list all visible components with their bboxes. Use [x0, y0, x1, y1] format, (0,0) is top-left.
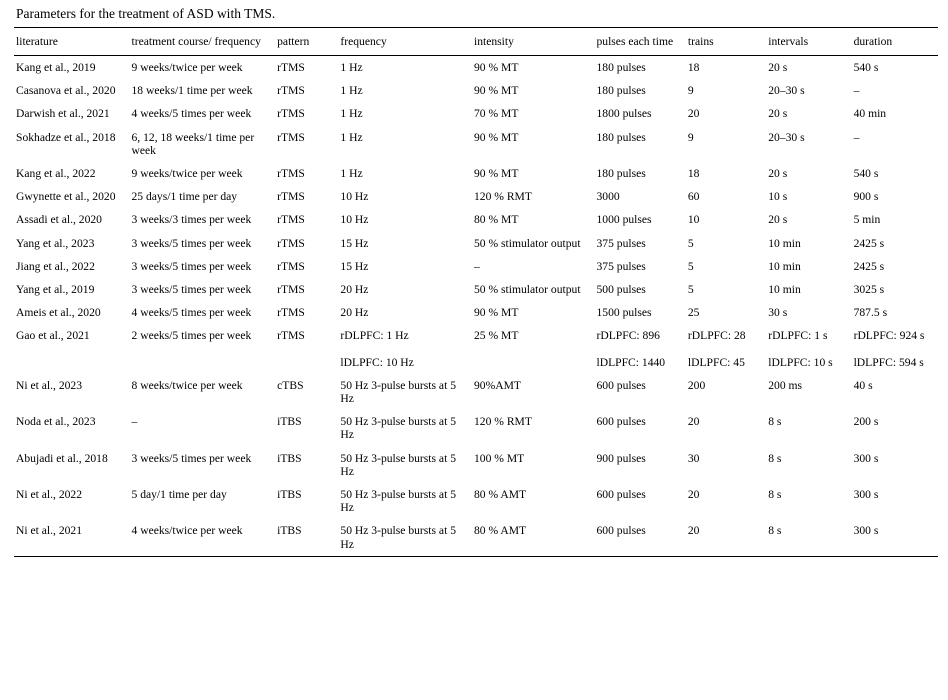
cell-frequency: 50 Hz 3-pulse bursts at 5 Hz	[338, 519, 472, 556]
cell-intervals: 10 min	[768, 283, 801, 297]
cell-trains: 30	[687, 451, 700, 465]
cell-intervals	[766, 324, 851, 373]
cell-duration: 300 s	[853, 451, 879, 465]
table-body	[14, 56, 938, 557]
cell-intensity: 100 % MT	[473, 451, 525, 465]
cell-literature: Abujadi et al., 2018	[16, 451, 108, 465]
cell-literature: Ameis et al., 2020	[16, 306, 101, 320]
cell-trains: 9	[687, 130, 694, 144]
cell-frequency: 20 Hz	[340, 306, 369, 320]
cell-course: 4 weeks/twice per week	[130, 519, 276, 556]
cell-duration: 787.5 s	[853, 306, 888, 320]
cell-intervals: 200 ms	[768, 378, 803, 392]
cell-course: 25 days/1 time per day	[131, 190, 238, 204]
table-row	[14, 483, 938, 519]
cell-intensity: 90 % MT	[473, 306, 519, 320]
cell-frequency: 10 Hz	[340, 190, 369, 204]
cell-literature: Kang et al., 2019	[14, 56, 130, 80]
cell-pulses: 180 pulses	[596, 130, 646, 144]
cell-frequency	[338, 324, 472, 373]
table-row	[14, 519, 938, 556]
table-row	[14, 162, 938, 185]
cell-course: 4 weeks/5 times per week	[131, 107, 252, 121]
cell-duration: –	[853, 130, 860, 144]
cell-pattern: rTMS	[277, 306, 305, 320]
cell-frequency: 1 Hz	[340, 130, 363, 144]
cell-intervals: 8 s	[768, 451, 782, 465]
cell-intervals: 10 min	[768, 236, 801, 250]
cell-trains: 18	[686, 56, 766, 80]
cell-course: 8 weeks/twice per week	[131, 378, 243, 392]
column-header-pattern: pattern	[275, 28, 338, 56]
cell-pulses	[594, 324, 685, 373]
cell-literature: Kang et al., 2022	[16, 167, 96, 181]
cell-course: 3 weeks/5 times per week	[131, 236, 252, 250]
cell-course: 6, 12, 18 weeks/1 time per week	[131, 130, 255, 157]
cell-literature: Yang et al., 2023	[16, 236, 95, 250]
cell-course: 3 weeks/5 times per week	[131, 283, 252, 297]
cell-trains: 200	[687, 378, 706, 392]
cell-course: 9 weeks/twice per week	[131, 167, 243, 181]
cell-duration: 900 s	[853, 190, 879, 204]
table-row	[14, 208, 938, 231]
cell-duration	[852, 324, 938, 373]
cell-pattern: rTMS	[277, 283, 305, 297]
cell-intervals-right: rDLPFC: 1 s	[768, 329, 828, 343]
column-header-duration: duration	[852, 28, 938, 56]
cell-frequency-right: rDLPFC: 1 Hz	[340, 329, 409, 343]
cell-pulses-right: rDLPFC: 896	[596, 329, 660, 343]
cell-intervals: 8 s	[768, 488, 782, 502]
cell-course: 18 weeks/1 time per week	[131, 84, 253, 98]
cell-intervals: 20 s	[766, 56, 851, 80]
table-row	[14, 410, 938, 446]
cell-trains: 60	[687, 190, 700, 204]
cell-intervals: 8 s	[768, 415, 782, 429]
cell-pattern: rTMS	[275, 56, 338, 80]
cell-literature: Jiang et al., 2022	[16, 259, 95, 273]
table-row	[14, 374, 938, 410]
cell-pattern: rTMS	[277, 236, 305, 250]
cell-duration: 300 s	[852, 519, 938, 556]
cell-frequency: 10 Hz	[340, 213, 369, 227]
cell-pulses: 180 pulses	[596, 167, 646, 181]
cell-pulses: 3000	[596, 190, 620, 204]
cell-trains: 5	[687, 259, 694, 273]
cell-frequency: 50 Hz 3-pulse bursts at 5 Hz	[340, 488, 456, 515]
cell-trains: 20	[687, 488, 700, 502]
cell-pattern: rTMS	[277, 130, 305, 144]
parameters-table	[14, 27, 938, 557]
cell-pulses: 1800 pulses	[596, 107, 652, 121]
cell-trains-right: rDLPFC: 28	[687, 329, 746, 343]
cell-trains: 5	[687, 236, 694, 250]
column-header-literature: literature	[14, 28, 130, 56]
cell-duration: 540 s	[852, 56, 938, 80]
cell-literature: Ni et al., 2021	[14, 519, 130, 556]
cell-pulses: 1000 pulses	[596, 213, 652, 227]
cell-intensity: 50 % stimulator output	[473, 236, 581, 250]
cell-intervals: 8 s	[766, 519, 851, 556]
cell-intervals: 30 s	[768, 306, 788, 320]
cell-intervals: 20 s	[768, 167, 788, 181]
table-row	[14, 232, 938, 255]
cell-trains	[686, 324, 766, 373]
column-header-pulses: pulses each time	[594, 28, 685, 56]
table-caption: Parameters for the treatment of ASD with TMS.	[16, 6, 276, 21]
cell-literature: Darwish et al., 2021	[16, 107, 110, 121]
cell-pulses-left: lDLPFC: 1440	[596, 355, 666, 369]
cell-literature: Gwynette et al., 2020	[16, 190, 116, 204]
cell-frequency: 15 Hz	[340, 236, 369, 250]
cell-duration-left: lDLPFC: 594 s	[853, 355, 924, 369]
cell-frequency: 20 Hz	[340, 283, 369, 297]
cell-duration: –	[853, 84, 860, 98]
column-header-frequency: frequency	[338, 28, 472, 56]
cell-pattern: iTBS	[275, 519, 338, 556]
cell-trains: 10	[687, 213, 700, 227]
cell-intensity: 120 % RMT	[473, 190, 532, 204]
cell-pattern: cTBS	[277, 378, 304, 392]
cell-trains: 20	[687, 107, 700, 121]
cell-pattern: iTBS	[277, 415, 302, 429]
cell-pulses: 600 pulses	[596, 378, 646, 392]
cell-literature: Ni et al., 2023	[16, 378, 83, 392]
cell-duration: 40 s	[853, 378, 873, 392]
cell-literature: Assadi et al., 2020	[16, 213, 102, 227]
cell-pulses: 600 pulses	[596, 488, 646, 502]
cell-pulses: 500 pulses	[596, 283, 646, 297]
cell-frequency: 50 Hz 3-pulse bursts at 5 Hz	[340, 415, 456, 442]
cell-frequency-left: lDLPFC: 10 Hz	[340, 355, 414, 369]
cell-intervals: 20–30 s	[768, 130, 805, 144]
cell-trains: 20	[687, 415, 700, 429]
cell-pattern: rTMS	[277, 329, 305, 343]
cell-trains-left: lDLPFC: 45	[687, 355, 745, 369]
cell-intensity: –	[473, 259, 480, 273]
cell-intervals: 10 s	[768, 190, 788, 204]
cell-trains: 25	[687, 306, 700, 320]
cell-intensity: 80 % MT	[473, 213, 519, 227]
table-row	[14, 278, 938, 301]
table-row	[14, 79, 938, 102]
cell-frequency: 1 Hz	[340, 167, 363, 181]
cell-literature: Noda et al., 2023	[16, 415, 96, 429]
cell-trains: 5	[687, 283, 694, 297]
cell-intensity: 90 % MT	[473, 130, 519, 144]
cell-pulses: 375 pulses	[596, 236, 646, 250]
column-header-intensity: intensity	[472, 28, 595, 56]
cell-frequency: 1 Hz	[338, 56, 472, 80]
cell-duration: 2425 s	[853, 236, 885, 250]
cell-course: 2 weeks/5 times per week	[131, 329, 252, 343]
cell-pattern: rTMS	[277, 107, 305, 121]
column-header-treatment-course: treatment course/ frequency	[130, 28, 276, 56]
table-row	[14, 301, 938, 324]
cell-intensity: 70 % MT	[473, 107, 519, 121]
cell-intervals: 20–30 s	[768, 84, 805, 98]
cell-trains: 18	[687, 167, 700, 181]
cell-intensity: 90 % MT	[473, 167, 519, 181]
cell-pulses: 180 pulses	[594, 56, 685, 80]
cell-pulses: 600 pulses	[596, 415, 646, 429]
cell-intensity: 25 % MT	[473, 329, 519, 343]
cell-course: 3 weeks/5 times per week	[131, 259, 252, 273]
cell-intensity: 90 % MT	[473, 84, 519, 98]
cell-frequency: 50 Hz 3-pulse bursts at 5 Hz	[340, 378, 456, 406]
table-header	[14, 28, 938, 56]
column-header-intervals: intervals	[766, 28, 851, 56]
cell-pattern: rTMS	[277, 84, 305, 98]
cell-frequency: 1 Hz	[340, 107, 363, 121]
cell-literature: Yang et al., 2019	[16, 283, 95, 297]
cell-duration: 3025 s	[853, 283, 885, 297]
cell-pulses: 900 pulses	[596, 451, 646, 465]
cell-course: –	[131, 415, 138, 429]
cell-duration: 540 s	[853, 167, 879, 181]
cell-duration: 5 min	[853, 213, 881, 227]
cell-pattern: iTBS	[277, 451, 302, 465]
cell-literature: Casanova et al., 2020	[16, 84, 116, 98]
cell-literature: Ni et al., 2022	[16, 488, 83, 502]
cell-pattern: rTMS	[277, 190, 305, 204]
cell-course: 4 weeks/5 times per week	[131, 306, 252, 320]
table-row	[14, 324, 938, 373]
cell-pulses: 375 pulses	[596, 259, 646, 273]
cell-duration: 40 min	[853, 107, 887, 121]
cell-pulses: 180 pulses	[596, 84, 646, 98]
cell-intensity: 50 % stimulator output	[473, 283, 581, 297]
cell-literature: Sokhadze et al., 2018	[16, 130, 116, 144]
cell-intensity: 120 % RMT	[473, 415, 532, 429]
cell-duration: 300 s	[853, 488, 879, 502]
cell-pattern: rTMS	[277, 213, 305, 227]
cell-intervals: 20 s	[768, 107, 788, 121]
cell-duration-right: rDLPFC: 924 s	[853, 329, 925, 343]
cell-pattern: rTMS	[277, 259, 305, 273]
table-row	[14, 447, 938, 483]
table-row	[14, 255, 938, 278]
table-row	[14, 102, 938, 125]
cell-frequency: 1 Hz	[340, 84, 363, 98]
cell-course: 5 day/1 time per day	[131, 488, 227, 502]
cell-course: 9 weeks/twice per week	[130, 56, 276, 80]
cell-trains: 9	[687, 84, 694, 98]
header-row	[14, 28, 938, 56]
table-row	[14, 185, 938, 208]
cell-intensity: 80 % AMT	[473, 488, 527, 502]
table-row	[14, 56, 938, 80]
cell-duration: 200 s	[853, 415, 879, 429]
table-row	[14, 126, 938, 162]
cell-duration: 2425 s	[853, 259, 885, 273]
column-header-trains: trains	[686, 28, 766, 56]
cell-intensity: 90 % MT	[472, 56, 595, 80]
cell-intervals-left: lDLPFC: 10 s	[768, 355, 833, 369]
cell-course: 3 weeks/3 times per week	[131, 213, 252, 227]
cell-intensity: 80 % AMT	[472, 519, 595, 556]
cell-pulses: 600 pulses	[594, 519, 685, 556]
cell-intervals: 20 s	[768, 213, 788, 227]
cell-pattern: iTBS	[277, 488, 302, 502]
cell-literature: Gao et al., 2021	[16, 329, 90, 343]
cell-pattern: rTMS	[277, 167, 305, 181]
cell-intensity: 90%AMT	[473, 378, 521, 392]
cell-frequency: 50 Hz 3-pulse bursts at 5 Hz	[340, 451, 456, 478]
cell-intervals: 10 min	[768, 259, 801, 273]
cell-pulses: 1500 pulses	[596, 306, 652, 320]
cell-frequency: 15 Hz	[340, 259, 369, 273]
cell-course: 3 weeks/5 times per week	[131, 451, 252, 465]
cell-trains: 20	[686, 519, 766, 556]
